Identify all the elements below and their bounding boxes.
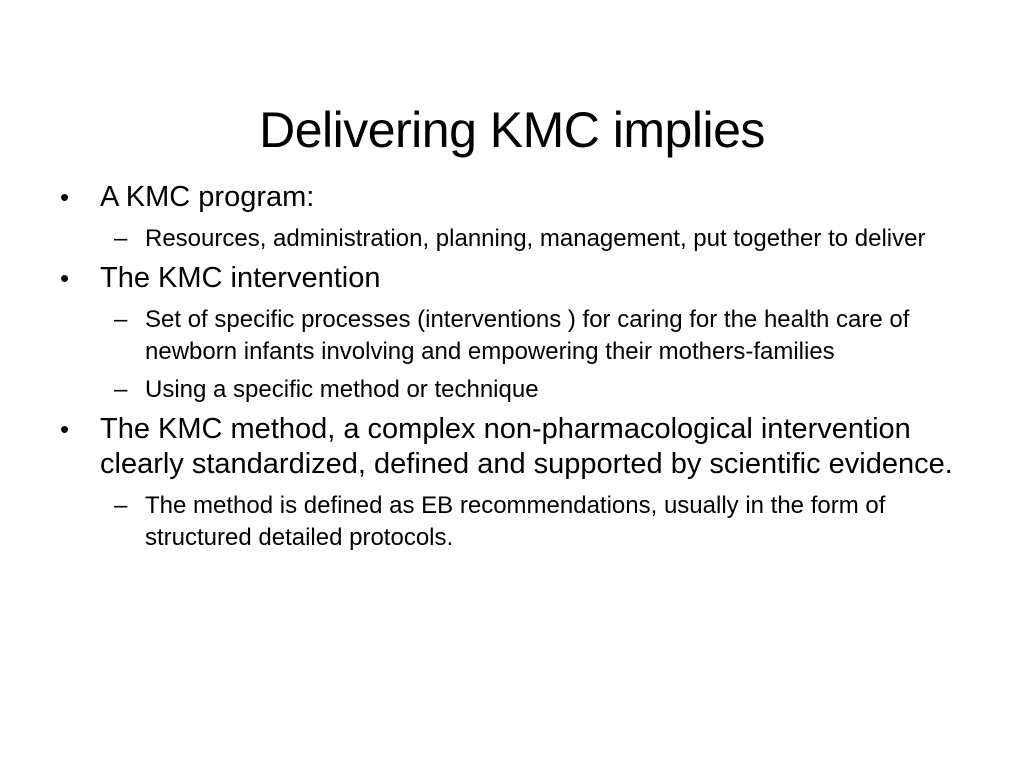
- bullet-text: The KMC intervention: [100, 262, 381, 294]
- sub-bullet-item: [58, 223, 958, 255]
- bullet-item-kmc-intervention: [58, 261, 958, 296]
- sub-bullet-text: The method is defined as EB recommendations, usually in the form of structured detailed protocols.: [145, 492, 886, 551]
- slide-title: Delivering KMC implies: [259, 101, 765, 158]
- sub-bullet-item: [58, 374, 958, 406]
- sub-bullet-text: Set of specific processes (interventions ) for caring for the health care of newborn infants involving and empowering their mothers-families: [145, 306, 910, 365]
- sub-bullet-item: [58, 304, 958, 368]
- sub-bullet-text: Using a specific method or technique: [145, 376, 539, 403]
- bullet-text: A KMC program:: [100, 181, 315, 213]
- dash-icon: –: [114, 492, 128, 519]
- sub-bullet-text: Resources, administration, planning, management, put together to deliver: [145, 225, 926, 252]
- dash-icon: –: [114, 376, 128, 403]
- dash-icon: –: [114, 225, 128, 252]
- sub-bullet-item: [58, 490, 958, 554]
- bullet-icon: •: [60, 263, 70, 293]
- bullet-icon: •: [60, 182, 70, 212]
- bullet-item-kmc-method: [58, 412, 958, 482]
- bullet-icon: •: [60, 414, 70, 444]
- dash-icon: –: [114, 306, 128, 333]
- bullet-item-kmc-program: [58, 180, 958, 215]
- bullet-list: [58, 180, 958, 560]
- bullet-text: The KMC method, a complex non-pharmacological intervention clearly standardized, defined and supported by scientific evidence.: [100, 413, 953, 480]
